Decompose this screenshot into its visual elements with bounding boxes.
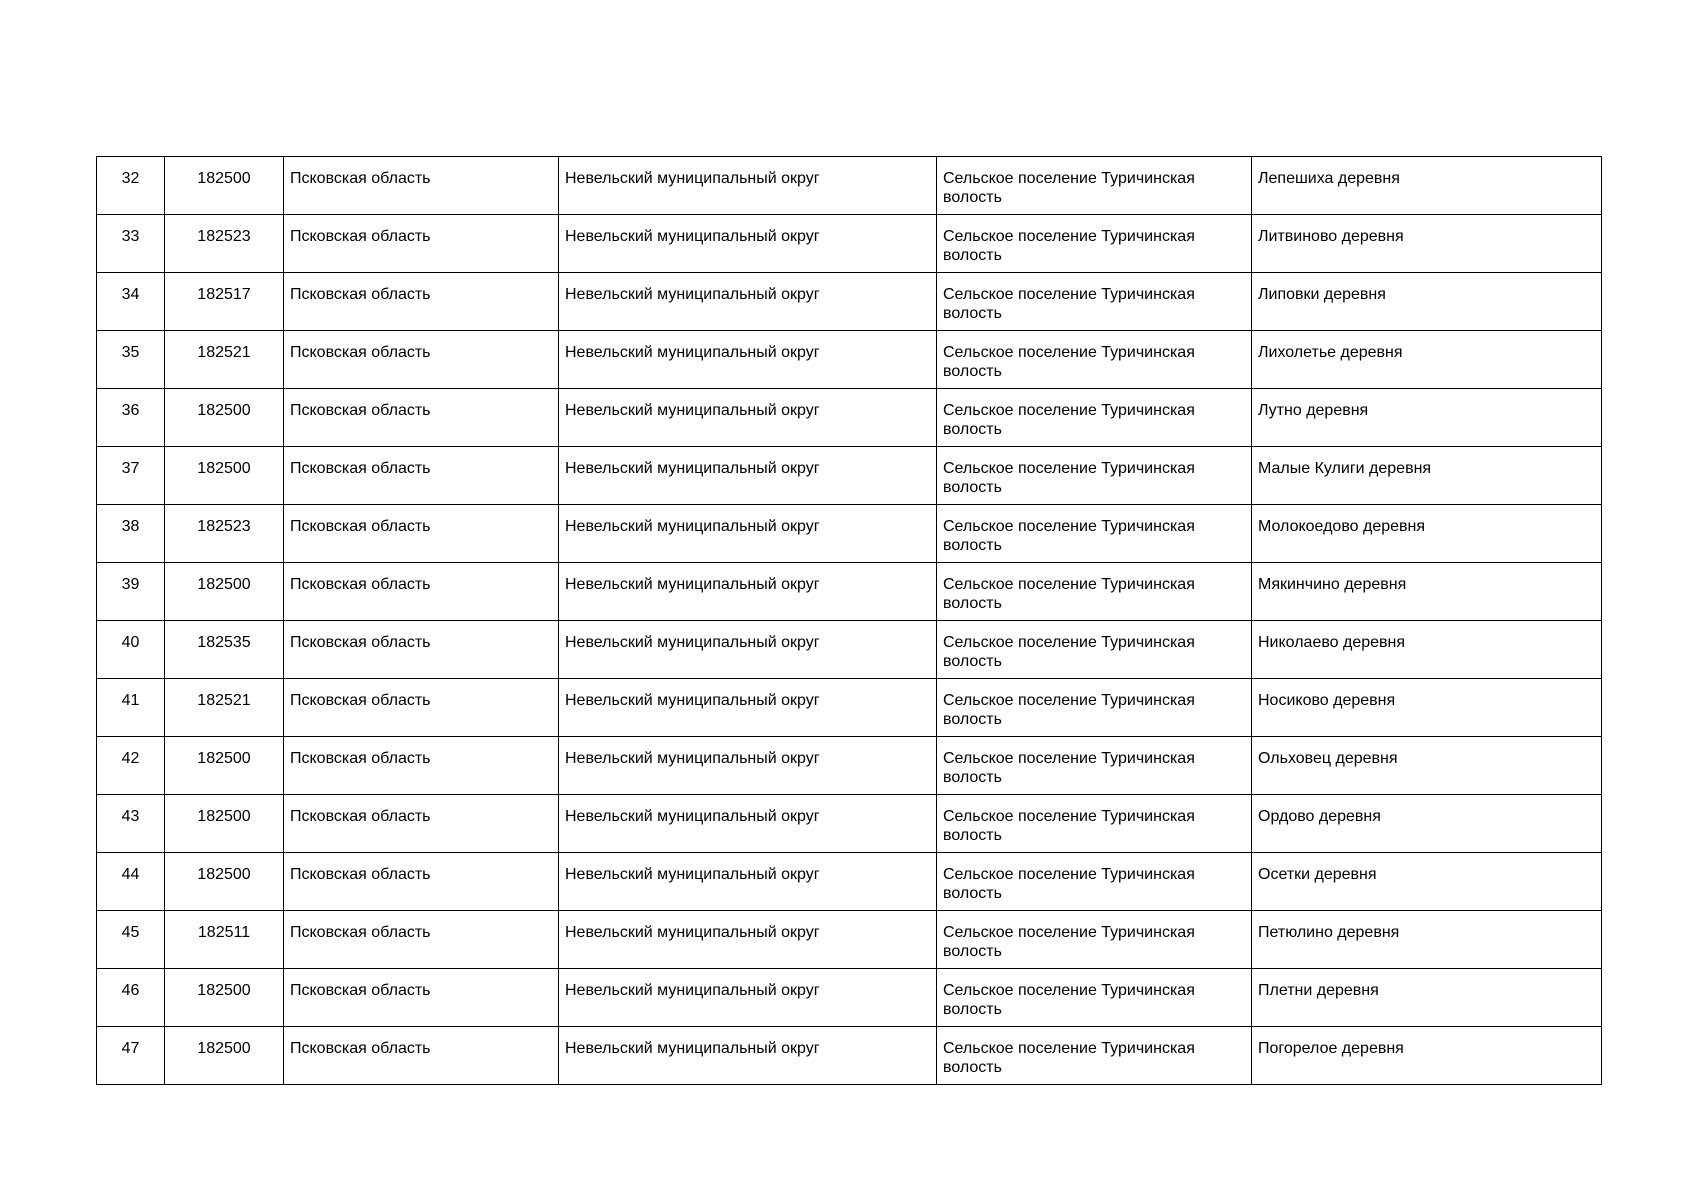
region-cell: Псковская область xyxy=(284,215,559,273)
district-cell: Невельский муниципальный округ xyxy=(559,853,937,911)
settlement-cell: Сельское поселение Туричинская волость xyxy=(937,447,1252,505)
district-cell: Невельский муниципальный округ xyxy=(559,911,937,969)
district-cell: Невельский муниципальный округ xyxy=(559,447,937,505)
region-cell: Псковская область xyxy=(284,853,559,911)
locality-cell: Ордово деревня xyxy=(1252,795,1602,853)
district-cell: Невельский муниципальный округ xyxy=(559,1027,937,1085)
postal-index-cell: 182500 xyxy=(165,389,284,447)
locality-cell: Липовки деревня xyxy=(1252,273,1602,331)
table-row xyxy=(97,389,1602,447)
locality-cell: Петюлино деревня xyxy=(1252,911,1602,969)
region-cell: Псковская область xyxy=(284,157,559,215)
row-number-cell: 41 xyxy=(97,679,165,737)
row-number-cell: 42 xyxy=(97,737,165,795)
postal-index-cell: 182500 xyxy=(165,853,284,911)
postal-index-cell: 182500 xyxy=(165,447,284,505)
postal-index-cell: 182535 xyxy=(165,621,284,679)
localities-table xyxy=(96,156,1602,1085)
row-number-cell: 46 xyxy=(97,969,165,1027)
region-cell: Псковская область xyxy=(284,563,559,621)
row-number-cell: 35 xyxy=(97,331,165,389)
district-cell: Невельский муниципальный округ xyxy=(559,795,937,853)
row-number-cell: 37 xyxy=(97,447,165,505)
postal-index-cell: 182500 xyxy=(165,1027,284,1085)
locality-cell: Носиково деревня xyxy=(1252,679,1602,737)
settlement-cell: Сельское поселение Туричинская волость xyxy=(937,853,1252,911)
row-number-cell: 44 xyxy=(97,853,165,911)
region-cell: Псковская область xyxy=(284,679,559,737)
settlement-cell: Сельское поселение Туричинская волость xyxy=(937,389,1252,447)
settlement-cell: Сельское поселение Туричинская волость xyxy=(937,563,1252,621)
settlement-cell: Сельское поселение Туричинская волость xyxy=(937,679,1252,737)
row-number-cell: 33 xyxy=(97,215,165,273)
locality-cell: Мякинчино деревня xyxy=(1252,563,1602,621)
postal-index-cell: 182511 xyxy=(165,911,284,969)
table-row xyxy=(97,679,1602,737)
region-cell: Псковская область xyxy=(284,389,559,447)
locality-cell: Малые Кулиги деревня xyxy=(1252,447,1602,505)
region-cell: Псковская область xyxy=(284,795,559,853)
region-cell: Псковская область xyxy=(284,969,559,1027)
table-body xyxy=(97,157,1602,1085)
table-row xyxy=(97,621,1602,679)
postal-index-cell: 182521 xyxy=(165,331,284,389)
district-cell: Невельский муниципальный округ xyxy=(559,331,937,389)
row-number-cell: 34 xyxy=(97,273,165,331)
district-cell: Невельский муниципальный округ xyxy=(559,679,937,737)
postal-index-cell: 182517 xyxy=(165,273,284,331)
region-cell: Псковская область xyxy=(284,621,559,679)
district-cell: Невельский муниципальный округ xyxy=(559,621,937,679)
table-row xyxy=(97,215,1602,273)
table-row xyxy=(97,795,1602,853)
region-cell: Псковская область xyxy=(284,1027,559,1085)
settlement-cell: Сельское поселение Туричинская волость xyxy=(937,331,1252,389)
locality-cell: Лутно деревня xyxy=(1252,389,1602,447)
region-cell: Псковская область xyxy=(284,273,559,331)
region-cell: Псковская область xyxy=(284,911,559,969)
table-row xyxy=(97,853,1602,911)
row-number-cell: 45 xyxy=(97,911,165,969)
district-cell: Невельский муниципальный округ xyxy=(559,157,937,215)
table-row xyxy=(97,331,1602,389)
region-cell: Псковская область xyxy=(284,505,559,563)
row-number-cell: 39 xyxy=(97,563,165,621)
locality-cell: Погорелое деревня xyxy=(1252,1027,1602,1085)
district-cell: Невельский муниципальный округ xyxy=(559,273,937,331)
settlement-cell: Сельское поселение Туричинская волость xyxy=(937,911,1252,969)
document-page xyxy=(96,156,1601,1085)
table-row xyxy=(97,447,1602,505)
settlement-cell: Сельское поселение Туричинская волость xyxy=(937,505,1252,563)
locality-cell: Литвиново деревня xyxy=(1252,215,1602,273)
table-row xyxy=(97,273,1602,331)
settlement-cell: Сельское поселение Туричинская волость xyxy=(937,1027,1252,1085)
postal-index-cell: 182500 xyxy=(165,795,284,853)
settlement-cell: Сельское поселение Туричинская волость xyxy=(937,273,1252,331)
region-cell: Псковская область xyxy=(284,737,559,795)
settlement-cell: Сельское поселение Туричинская волость xyxy=(937,621,1252,679)
row-number-cell: 43 xyxy=(97,795,165,853)
postal-index-cell: 182500 xyxy=(165,969,284,1027)
settlement-cell: Сельское поселение Туричинская волость xyxy=(937,737,1252,795)
row-number-cell: 36 xyxy=(97,389,165,447)
table-row xyxy=(97,737,1602,795)
postal-index-cell: 182523 xyxy=(165,505,284,563)
table-row xyxy=(97,969,1602,1027)
settlement-cell: Сельское поселение Туричинская волость xyxy=(937,157,1252,215)
district-cell: Невельский муниципальный округ xyxy=(559,969,937,1027)
locality-cell: Лихолетье деревня xyxy=(1252,331,1602,389)
settlement-cell: Сельское поселение Туричинская волость xyxy=(937,215,1252,273)
locality-cell: Николаево деревня xyxy=(1252,621,1602,679)
table-row xyxy=(97,911,1602,969)
locality-cell: Плетни деревня xyxy=(1252,969,1602,1027)
district-cell: Невельский муниципальный округ xyxy=(559,737,937,795)
postal-index-cell: 182523 xyxy=(165,215,284,273)
postal-index-cell: 182500 xyxy=(165,563,284,621)
table-row xyxy=(97,563,1602,621)
locality-cell: Лепешиха деревня xyxy=(1252,157,1602,215)
district-cell: Невельский муниципальный округ xyxy=(559,505,937,563)
row-number-cell: 32 xyxy=(97,157,165,215)
locality-cell: Молокоедово деревня xyxy=(1252,505,1602,563)
table-row xyxy=(97,505,1602,563)
locality-cell: Осетки деревня xyxy=(1252,853,1602,911)
table-row xyxy=(97,157,1602,215)
settlement-cell: Сельское поселение Туричинская волость xyxy=(937,795,1252,853)
table-row xyxy=(97,1027,1602,1085)
row-number-cell: 40 xyxy=(97,621,165,679)
region-cell: Псковская область xyxy=(284,447,559,505)
row-number-cell: 38 xyxy=(97,505,165,563)
district-cell: Невельский муниципальный округ xyxy=(559,389,937,447)
postal-index-cell: 182521 xyxy=(165,679,284,737)
district-cell: Невельский муниципальный округ xyxy=(559,563,937,621)
postal-index-cell: 182500 xyxy=(165,157,284,215)
region-cell: Псковская область xyxy=(284,331,559,389)
row-number-cell: 47 xyxy=(97,1027,165,1085)
district-cell: Невельский муниципальный округ xyxy=(559,215,937,273)
locality-cell: Ольховец деревня xyxy=(1252,737,1602,795)
postal-index-cell: 182500 xyxy=(165,737,284,795)
settlement-cell: Сельское поселение Туричинская волость xyxy=(937,969,1252,1027)
